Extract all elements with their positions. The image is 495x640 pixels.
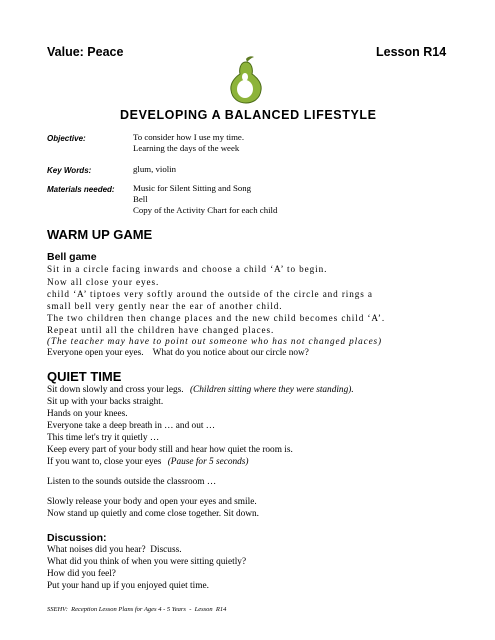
quiet-release-line: Slowly release your body and open your eyes and smile.: [47, 497, 257, 507]
pear-icon: [226, 56, 266, 104]
warmup-line: Now all close your eyes.: [47, 277, 160, 287]
warmup-teacher-note: (The teacher may have to point out someone who has not changed places): [47, 336, 382, 346]
materials-line: Music for Silent Sitting and Song: [133, 183, 252, 193]
quiet-line: Sit up with your backs straight.: [47, 397, 164, 407]
quiet-line: Hands on your knees.: [47, 409, 128, 419]
quiet-line: [47, 385, 354, 395]
materials-line: Copy of the Activity Chart for each child: [133, 205, 278, 215]
quiet-eyes-note: (Pause for 5 seconds): [167, 457, 249, 467]
quiet-line: Everyone take a deep breath in … and out …: [47, 421, 216, 431]
warmup-heading: WARM UP GAME: [47, 227, 153, 242]
quiet-line: [47, 457, 249, 467]
discussion-line: How did you feel?: [47, 569, 116, 579]
discussion-line: What did you think of when you were sitting quietly?: [47, 557, 247, 567]
objective-label: Objective:: [47, 134, 86, 143]
warmup-line: The two children then change places and the new child becomes child ‘A’.: [47, 313, 386, 323]
keywords-label: Key Words:: [47, 166, 92, 175]
discussion-line: What noises did you hear? Discuss.: [47, 545, 182, 555]
lesson-heading: Lesson R14: [376, 45, 447, 59]
warmup-line: child ‘A’ tiptoes very softly around the outside of the circle and rings a: [47, 289, 373, 299]
page-title: DEVELOPING A BALANCED LIFESTYLE: [120, 108, 377, 122]
quiet-release-line: Now stand up quietly and come close together. Sit down.: [47, 509, 259, 519]
quiet-line: Keep every part of your body still and hear how quiet the room is.: [47, 445, 293, 455]
keywords-value: glum, violin: [133, 164, 177, 174]
objective-line: To consider how I use my time.: [133, 132, 245, 142]
bell-game-heading: Bell game: [47, 251, 97, 263]
warmup-last-line: Everyone open your eyes. What do you notice about our circle now?: [47, 348, 309, 358]
discussion-line: Put your hand up if you enjoyed quiet time.: [47, 581, 209, 591]
value-heading: Value: Peace: [47, 45, 124, 59]
quiet-eyes-text: If you want to, close your eyes: [47, 457, 162, 467]
quiet-listen-line: Listen to the sounds outside the classroom …: [47, 477, 217, 487]
warmup-line: Sit in a circle facing inwards and choose a child ‘A’ to begin.: [47, 264, 328, 274]
materials-line: Bell: [133, 194, 148, 204]
quiet-line-text: Sit down slowly and cross your legs.: [47, 385, 184, 395]
quiet-line: This time let's try it quietly …: [47, 433, 160, 443]
page-footer: SSEHV: Reception Lesson Plans for Ages 4 - 5 Years - Lesson R14: [47, 606, 227, 613]
quiet-line-note: (Children sitting where they were standing).: [189, 385, 354, 395]
warmup-line: small bell very gently near the ear of another child.: [47, 301, 283, 311]
objective-line: Learning the days of the week: [133, 143, 240, 153]
discussion-heading: Discussion:: [47, 532, 107, 544]
quiet-time-heading: QUIET TIME: [47, 369, 122, 384]
materials-label: Materials needed:: [47, 185, 115, 194]
warmup-line: Repeat until all the children have changed places.: [47, 325, 275, 335]
